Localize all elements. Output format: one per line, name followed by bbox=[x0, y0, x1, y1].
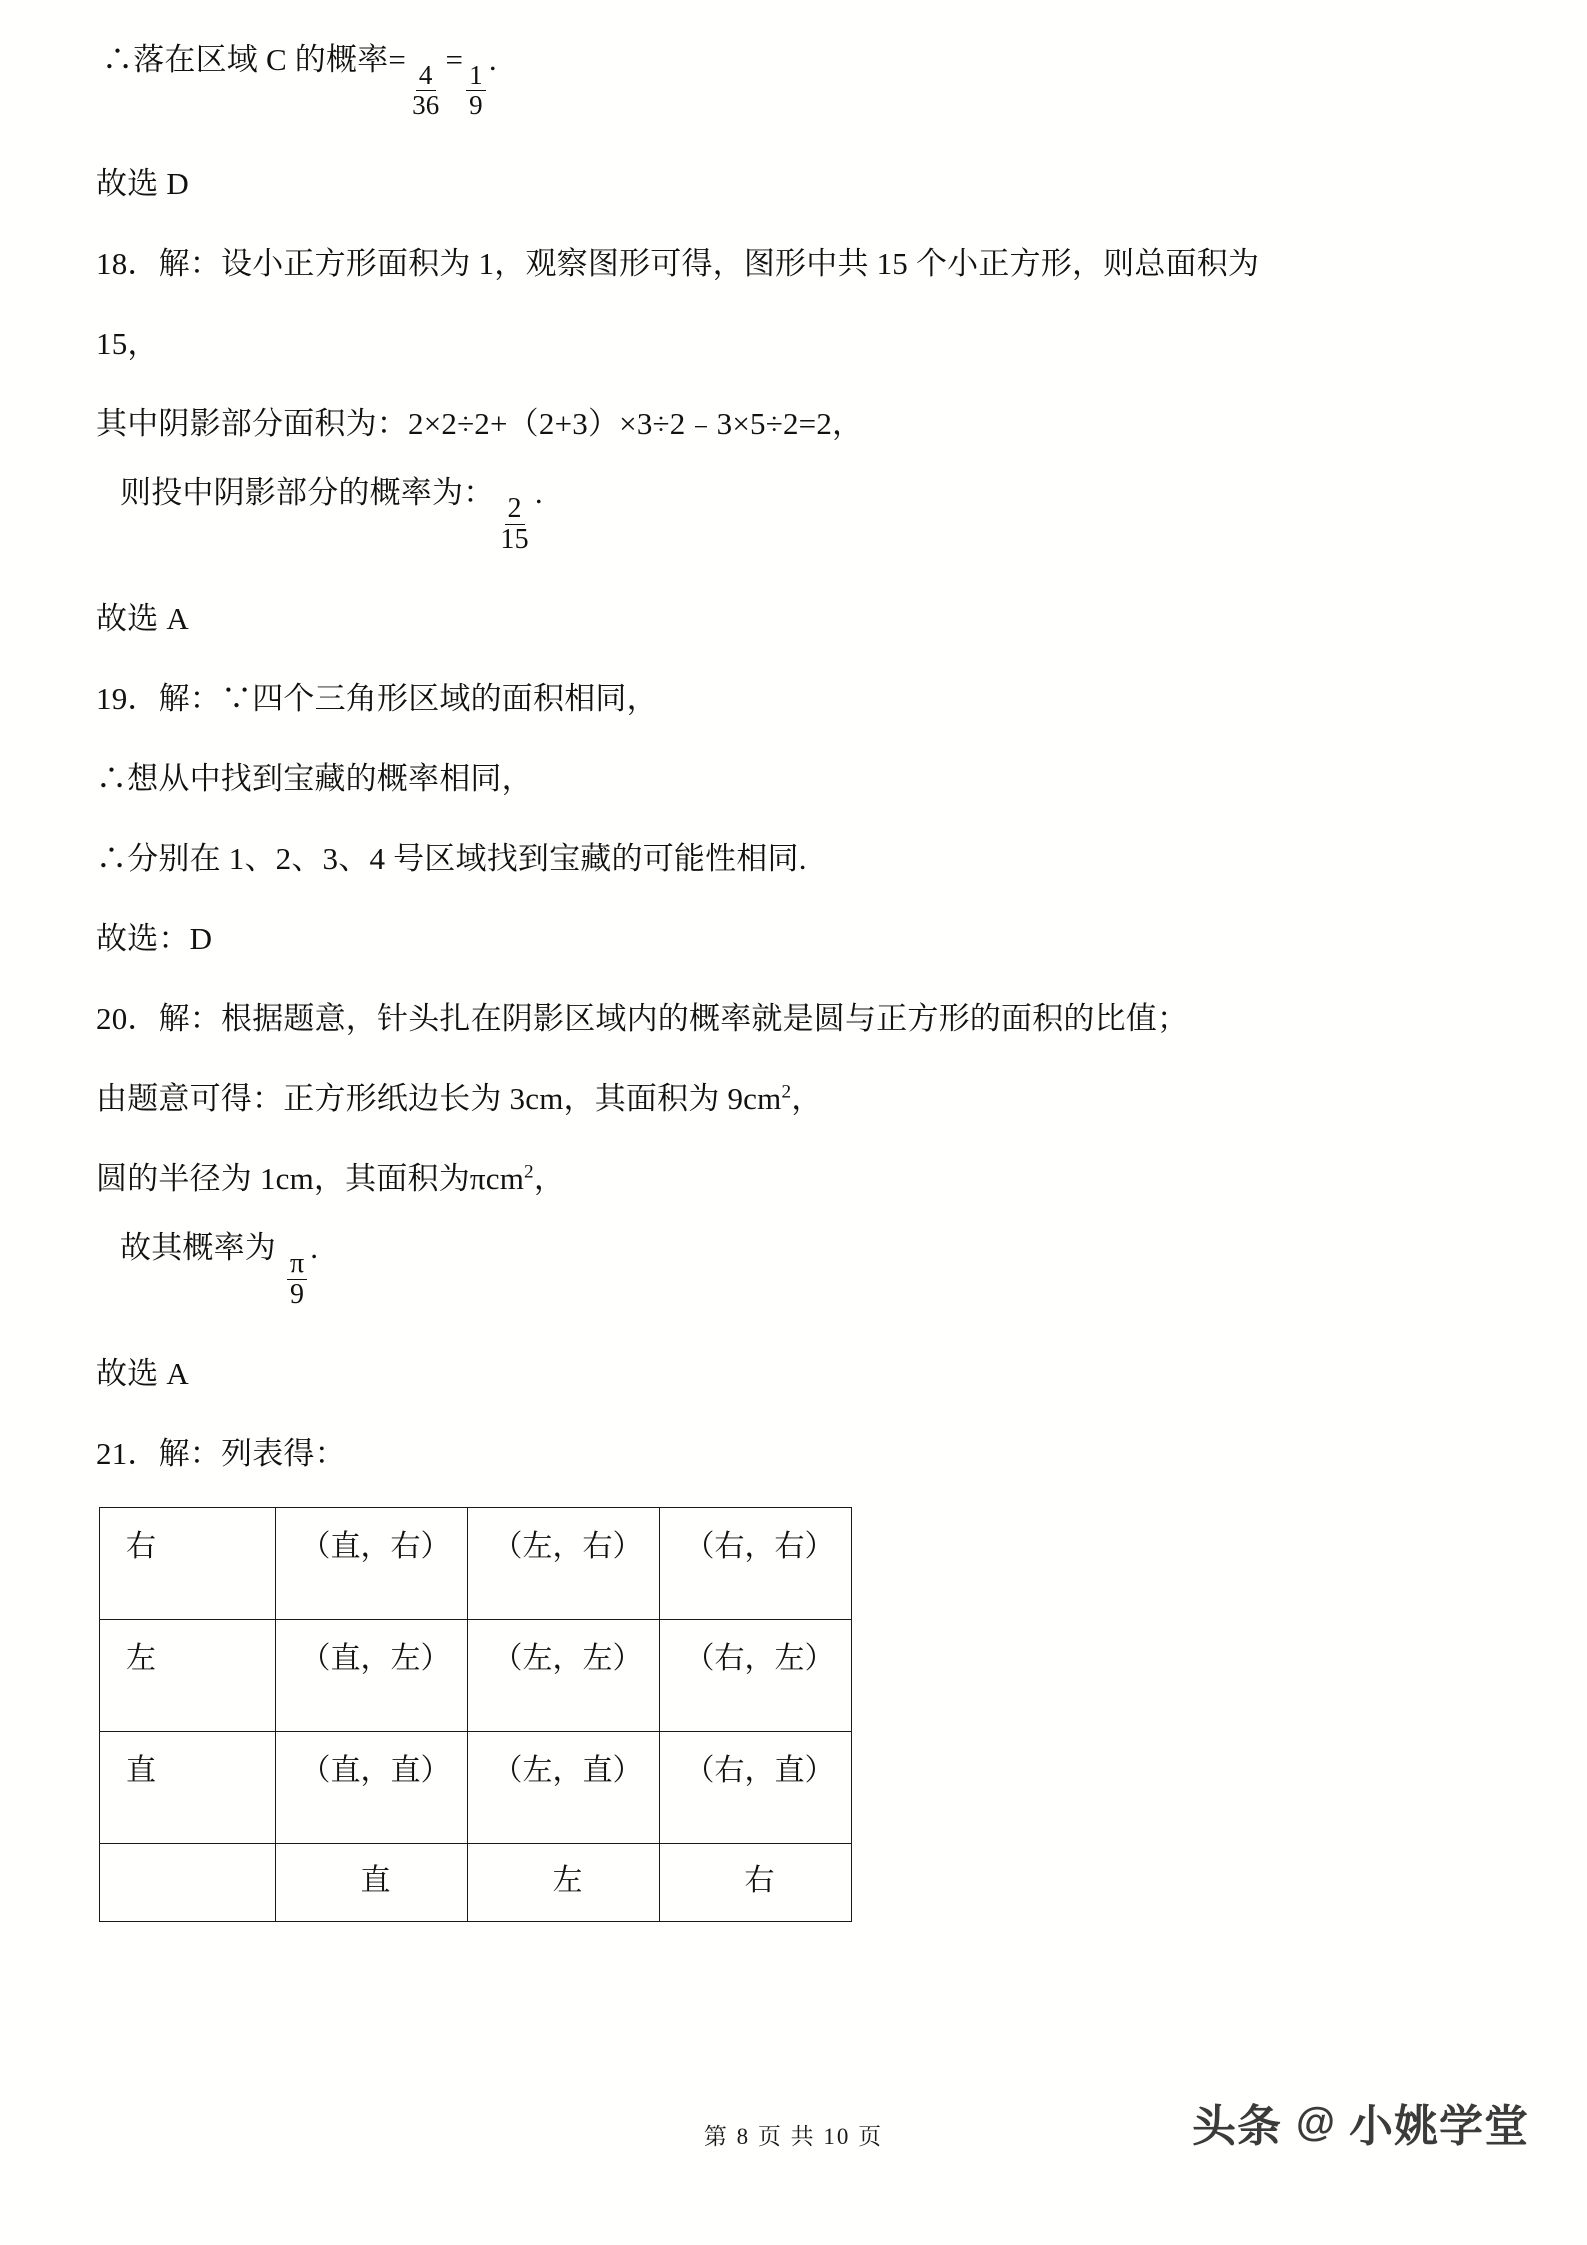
table-cell bbox=[468, 1619, 660, 1731]
page-footer: 第 8 页 共 10 页 bbox=[703, 2124, 884, 2149]
q18-line-3: 其中阴影部分面积为：2×2÷2+（2+3）×3÷2﹣3×5÷2=2， bbox=[96, 405, 864, 441]
row-header: 左 bbox=[100, 1619, 276, 1731]
row-header-empty bbox=[100, 1843, 276, 1921]
table-cell bbox=[660, 1507, 852, 1619]
fraction-2-15: $\frac{2}{15}$ bbox=[500, 492, 529, 555]
table-cell bbox=[660, 1843, 852, 1921]
solution-line bbox=[96, 397, 1496, 439]
solution-line bbox=[96, 1347, 1496, 1389]
watermark-at-icon: @ bbox=[1295, 2099, 1335, 2144]
period: . bbox=[534, 474, 543, 510]
answer-choice-d: 故选：D bbox=[96, 920, 213, 956]
cell-text: （右，直） bbox=[684, 1753, 835, 1787]
table-row bbox=[100, 1843, 852, 1921]
comma: ， bbox=[791, 1080, 823, 1116]
cell-text: （直，直） bbox=[300, 1753, 451, 1787]
solution-line bbox=[96, 317, 1496, 359]
table-cell bbox=[660, 1619, 852, 1731]
cell-text: 右 bbox=[744, 1863, 775, 1897]
text-run: ∴落在区域 C 的概率= bbox=[102, 42, 407, 77]
solution-line bbox=[96, 992, 1496, 1034]
solution-line bbox=[96, 1229, 1496, 1310]
table-cell bbox=[276, 1507, 468, 1619]
q18-line-1: 18．解：设小正方形面积为 1，观察图形可得，图形中共 15 个小正方形，则总面积为 bbox=[96, 245, 1260, 281]
table-cell bbox=[660, 1731, 852, 1843]
equals-sign: = bbox=[445, 42, 464, 77]
solution-line bbox=[96, 1152, 1496, 1194]
superscript-two: 2 bbox=[524, 1161, 534, 1183]
table-cell bbox=[276, 1843, 468, 1921]
q21-line-1: 21．解：列表得： bbox=[96, 1435, 346, 1471]
cell-text: （左，右） bbox=[492, 1529, 643, 1563]
solution-line bbox=[96, 237, 1496, 279]
watermark-account: 小姚学堂 bbox=[1349, 2102, 1529, 2151]
comma: ， bbox=[533, 1160, 566, 1196]
cell-text: （直，左） bbox=[300, 1641, 451, 1675]
table-row bbox=[100, 1507, 852, 1619]
table-cell bbox=[276, 1619, 468, 1731]
table-cell bbox=[468, 1843, 660, 1921]
answer-choice-d: 故选 D bbox=[96, 165, 189, 201]
row-header: 右 bbox=[100, 1507, 276, 1619]
q20-line-1: 20．解：根据题意，针头扎在阴影区域内的概率就是圆与正方形的面积的比值； bbox=[96, 1000, 1189, 1036]
solution-line bbox=[96, 752, 1496, 794]
solution-line bbox=[96, 157, 1496, 199]
cell-text: （直，右） bbox=[300, 1529, 451, 1563]
table-row bbox=[100, 1619, 852, 1731]
solution-line bbox=[96, 44, 1496, 119]
solution-line bbox=[96, 672, 1496, 714]
period: . bbox=[488, 42, 497, 77]
cell-text: （左，左） bbox=[492, 1641, 643, 1675]
answer-choice-a: 故选 A bbox=[96, 1355, 189, 1391]
answer-choice-a: 故选 A bbox=[96, 600, 189, 636]
q19-line-1: 19．解：∵四个三角形区域的面积相同， bbox=[96, 680, 658, 716]
fraction-4-36: $\frac{4}{36}$ bbox=[412, 59, 440, 120]
solution-line bbox=[96, 832, 1496, 874]
table-cell bbox=[468, 1507, 660, 1619]
page-content bbox=[96, 44, 1496, 1922]
q19-line-3: ∴分别在 1、2、3、4 号区域找到宝藏的可能性相同. bbox=[96, 840, 807, 876]
outcome-table-wrap bbox=[99, 1507, 1496, 1922]
table-cell bbox=[276, 1731, 468, 1843]
row-header: 直 bbox=[100, 1731, 276, 1843]
text-run: 由题意可得：正方形纸边长为 3cm，其面积为 9cm bbox=[96, 1080, 782, 1116]
fraction-1-9: $\frac{1}{9}$ bbox=[466, 62, 486, 119]
superscript-two: 2 bbox=[781, 1081, 792, 1103]
watermark bbox=[1192, 2090, 1529, 2154]
watermark-brand: 头条 bbox=[1191, 2102, 1282, 2151]
text-run: 故其概率为 bbox=[120, 1229, 276, 1265]
table-row bbox=[100, 1731, 852, 1843]
solution-line bbox=[96, 474, 1496, 555]
q18-line-2: 15， bbox=[96, 325, 159, 361]
text-run: 圆的半径为 1cm，其面积为πcm bbox=[96, 1160, 525, 1196]
period: . bbox=[310, 1229, 319, 1265]
solution-line bbox=[96, 592, 1496, 634]
outcome-table bbox=[99, 1507, 852, 1922]
cell-text: 左 bbox=[552, 1863, 583, 1897]
solution-line bbox=[96, 1072, 1496, 1114]
solution-line bbox=[96, 1427, 1496, 1469]
text-run: 则投中阴影部分的概率为： bbox=[120, 474, 495, 510]
cell-text: （左，直） bbox=[492, 1753, 643, 1787]
cell-text: 直 bbox=[360, 1863, 391, 1897]
q19-line-2: ∴想从中找到宝藏的概率相同， bbox=[96, 760, 533, 796]
fraction-pi-9: $\frac{\pi}{9}$ bbox=[287, 1250, 307, 1309]
cell-text: （右，右） bbox=[684, 1529, 835, 1563]
solution-line bbox=[96, 912, 1496, 954]
table-cell bbox=[468, 1731, 660, 1843]
cell-text: （右，左） bbox=[684, 1641, 835, 1675]
